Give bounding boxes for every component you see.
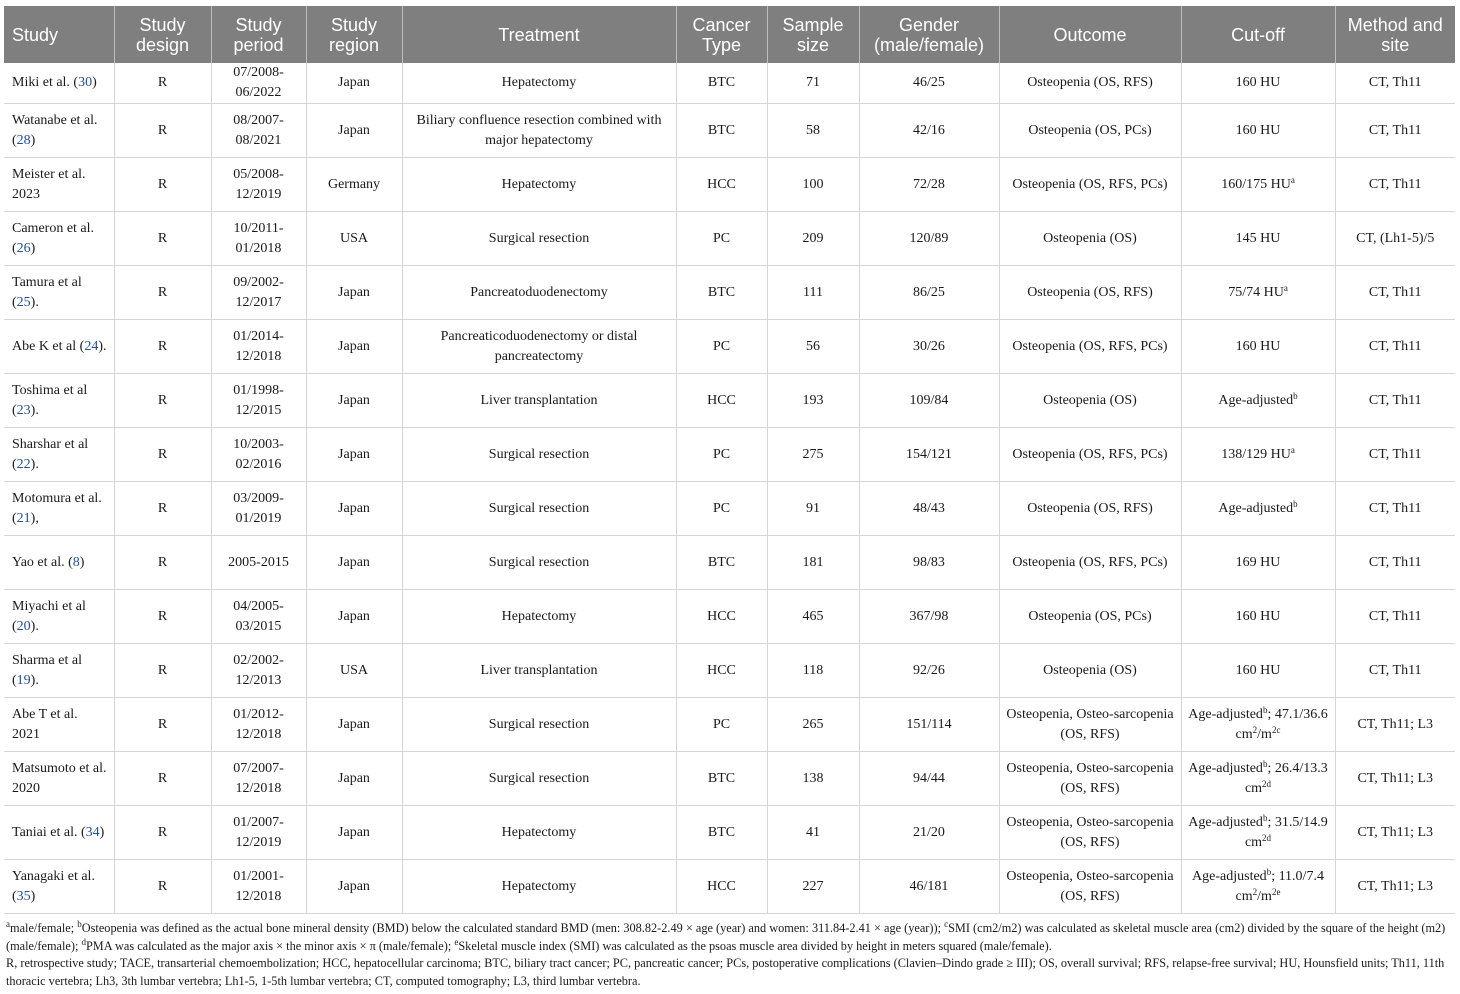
cell-method-site: CT, Th11 (1335, 266, 1455, 320)
study-name-suffix: ) (30, 240, 36, 256)
cell-cut-off (1181, 482, 1335, 536)
text-run: 138/129 HU (1221, 446, 1291, 462)
cell-outcome: Osteopenia (OS) (999, 212, 1181, 266)
cell-method-site: CT, Th11 (1335, 644, 1455, 698)
table-row (4, 644, 1455, 698)
text-run: PMA was calculated as the major axis × the minor axis × π (male/female); (85, 938, 455, 953)
study-name-suffix: ) (79, 554, 85, 570)
cell-study-design: R (114, 590, 211, 644)
cell-study (4, 644, 114, 698)
study-name: Sharshar et al ( (12, 436, 89, 472)
table-row (4, 374, 1455, 428)
superscript: a (1283, 282, 1288, 293)
cell-study-region: Japan (306, 752, 402, 806)
cell-method-site: CT, Th11; L3 (1335, 860, 1455, 914)
study-name: Watanabe et al. ( (12, 112, 98, 148)
cell-outcome: Osteopenia (OS, RFS, PCs) (999, 158, 1181, 212)
table-container (4, 6, 1456, 990)
col-header-sample-size: Sample size (767, 6, 859, 63)
cell-sample-size: 275 (767, 428, 859, 482)
cell-study-design: R (114, 860, 211, 914)
cell-study (4, 266, 114, 320)
table-row (4, 266, 1455, 320)
cell-cancer-type: BTC (676, 104, 767, 158)
table-row (4, 698, 1455, 752)
cell-gender: 72/28 (859, 158, 999, 212)
cell-outcome: Osteopenia, Osteo-sarcopenia (OS, RFS) (999, 698, 1181, 752)
cell-cut-off (1181, 158, 1335, 212)
cell-cancer-type: BTC (676, 752, 767, 806)
cell-study-region: Japan (306, 536, 402, 590)
study-name: Miyachi et al ( (12, 598, 86, 634)
text-run: Age-adjusted (1188, 706, 1263, 722)
study-name-suffix: ). (30, 456, 39, 472)
cell-study (4, 374, 114, 428)
study-name-suffix: ) (30, 132, 36, 148)
cell-study-period: 07/2007-12/2018 (211, 752, 306, 806)
cell-method-site: CT, Th11 (1335, 104, 1455, 158)
text-run: 160 HU (1235, 662, 1281, 678)
cell-outcome: Osteopenia (OS, PCs) (999, 104, 1181, 158)
cell-gender: 86/25 (859, 266, 999, 320)
cell-cut-off (1181, 590, 1335, 644)
cell-outcome: Osteopenia (OS) (999, 374, 1181, 428)
cell-study-region: USA (306, 644, 402, 698)
col-header-cut-off: Cut-off (1181, 6, 1335, 63)
cell-study (4, 63, 114, 104)
cell-cancer-type: HCC (676, 860, 767, 914)
cell-cut-off (1181, 104, 1335, 158)
cell-study-design: R (114, 266, 211, 320)
study-name: Matsumoto et al. 2020 (12, 760, 107, 796)
cell-outcome: Osteopenia (OS, RFS) (999, 482, 1181, 536)
superscript: 2e (1271, 886, 1281, 897)
cell-study (4, 104, 114, 158)
cell-study-design: R (114, 752, 211, 806)
cell-sample-size: 209 (767, 212, 859, 266)
cell-study-region: Japan (306, 320, 402, 374)
cell-outcome: Osteopenia, Osteo-sarcopenia (OS, RFS) (999, 752, 1181, 806)
reference-link[interactable]: 21 (16, 510, 31, 526)
cell-sample-size: 41 (767, 806, 859, 860)
cell-sample-size: 227 (767, 860, 859, 914)
cell-cut-off (1181, 644, 1335, 698)
col-header-study-period: Study period (211, 6, 306, 63)
reference-link[interactable]: 23 (16, 402, 31, 418)
cell-cut-off (1181, 860, 1335, 914)
cell-outcome: Osteopenia (OS, RFS) (999, 63, 1181, 104)
cell-study-design: R (114, 428, 211, 482)
cell-cut-off (1181, 698, 1335, 752)
cell-treatment: Biliary confluence resection combined with major hepatectomy (402, 104, 676, 158)
cell-gender: 94/44 (859, 752, 999, 806)
cell-study-region: Japan (306, 860, 402, 914)
cell-gender: 98/83 (859, 536, 999, 590)
text-run: Age-adjusted (1188, 760, 1263, 776)
cell-cancer-type: BTC (676, 63, 767, 104)
cell-study-region: Germany (306, 158, 402, 212)
study-name: Meister et al. 2023 (12, 166, 86, 202)
cell-method-site: CT, Th11; L3 (1335, 698, 1455, 752)
cell-study-design: R (114, 158, 211, 212)
superscript: b (1262, 704, 1268, 715)
cell-method-site: CT, Th11 (1335, 482, 1455, 536)
table-row (4, 104, 1455, 158)
study-name: Yao et al. ( (12, 554, 73, 570)
cell-study-design: R (114, 536, 211, 590)
cell-treatment: Liver transplantation (402, 374, 676, 428)
cell-sample-size: 465 (767, 590, 859, 644)
cell-sample-size: 118 (767, 644, 859, 698)
cell-study-region: Japan (306, 266, 402, 320)
cell-cancer-type: HCC (676, 644, 767, 698)
table-row (4, 806, 1455, 860)
cell-study-period: 07/2008-06/2022 (211, 63, 306, 104)
cell-sample-size: 71 (767, 63, 859, 104)
cell-gender: 21/20 (859, 806, 999, 860)
col-header-cancer-type: Cancer Type (676, 6, 767, 63)
superscript: 2 (1252, 724, 1258, 735)
cell-method-site: CT, Th11 (1335, 428, 1455, 482)
table-row (4, 212, 1455, 266)
col-header-gender: Gender (male/female) (859, 6, 999, 63)
cell-study (4, 590, 114, 644)
cell-study (4, 212, 114, 266)
reference-link[interactable]: 8 (72, 554, 80, 570)
text-run: ; 47.1/36.6 cm (1235, 706, 1328, 742)
text-run: Age-adjusted (1218, 500, 1294, 516)
cell-treatment: Hepatectomy (402, 806, 676, 860)
cell-study-period: 01/2001-12/2018 (211, 860, 306, 914)
study-name-suffix: ) (92, 75, 97, 90)
study-name-suffix: ) (30, 888, 36, 904)
cell-sample-size: 265 (767, 698, 859, 752)
cell-cancer-type: HCC (676, 158, 767, 212)
cell-cancer-type: BTC (676, 536, 767, 590)
cell-study-design: R (114, 63, 211, 104)
cell-study-design: R (114, 212, 211, 266)
cell-gender: 151/114 (859, 698, 999, 752)
col-header-study: Study (4, 6, 114, 63)
cell-sample-size: 193 (767, 374, 859, 428)
cell-study-period: 04/2005-03/2015 (211, 590, 306, 644)
cell-study (4, 158, 114, 212)
table-row (4, 428, 1455, 482)
cell-sample-size: 58 (767, 104, 859, 158)
reference-link[interactable]: 35 (16, 888, 31, 904)
cell-treatment: Hepatectomy (402, 63, 676, 104)
study-name: Taniai et al. ( (12, 824, 86, 840)
cell-study (4, 536, 114, 590)
reference-link[interactable]: 19 (16, 672, 31, 688)
reference-link[interactable]: 30 (78, 75, 93, 90)
superscript: 2c (1271, 724, 1281, 735)
text-run: Age-adjusted (1192, 868, 1267, 884)
study-name: Motomura et al. ( (12, 490, 102, 526)
cell-study-region: Japan (306, 104, 402, 158)
text-run: male/female; (10, 921, 78, 935)
reference-link[interactable]: 25 (16, 294, 31, 310)
table-row (4, 158, 1455, 212)
cell-method-site: CT, Th11 (1335, 374, 1455, 428)
text-run: Age-adjusted (1218, 392, 1294, 408)
cell-gender: 109/84 (859, 374, 999, 428)
text-run: 160 HU (1235, 338, 1281, 354)
study-name-suffix: ). (30, 294, 39, 310)
col-header-treatment: Treatment (402, 6, 676, 63)
cell-study (4, 860, 114, 914)
cell-treatment: Surgical resection (402, 212, 676, 266)
superscript: 2d (1262, 778, 1272, 789)
col-header-method-site: Method and site (1335, 6, 1455, 63)
cell-treatment: Surgical resection (402, 752, 676, 806)
text-run: 75/74 HU (1228, 284, 1284, 300)
study-name: Abe T et al. 2021 (12, 706, 78, 742)
col-header-study-region: Study region (306, 6, 402, 63)
table-row (4, 752, 1455, 806)
study-name-suffix: ). (30, 402, 39, 418)
cell-outcome: Osteopenia (OS, RFS) (999, 266, 1181, 320)
cell-cancer-type: HCC (676, 590, 767, 644)
superscript: 2d (1262, 832, 1272, 843)
superscript: a (6, 919, 10, 929)
superscript: b (1293, 498, 1298, 509)
cell-study-region: Japan (306, 482, 402, 536)
reference-link[interactable]: 34 (85, 824, 100, 840)
cell-study-period: 01/2012-12/2018 (211, 698, 306, 752)
cell-sample-size: 100 (767, 158, 859, 212)
text-run: /m (1257, 888, 1272, 904)
header-row (4, 6, 1455, 63)
cell-gender: 367/98 (859, 590, 999, 644)
cell-treatment: Pancreatoduodenectomy (402, 266, 676, 320)
superscript: d (81, 936, 86, 947)
reference-link[interactable]: 26 (16, 240, 31, 256)
cell-sample-size: 181 (767, 536, 859, 590)
cell-sample-size: 111 (767, 266, 859, 320)
table-row (4, 63, 1455, 104)
text-run: /m (1257, 726, 1272, 742)
text-run: SMI (cm2/m2) was calculated as skeletal muscle area (cm2) divided by the square of the height (m2) (male/female); (6, 921, 1446, 953)
cell-gender: 92/26 (859, 644, 999, 698)
table-row (4, 482, 1455, 536)
study-name: Miki et al. ( (12, 75, 79, 90)
cell-study (4, 428, 114, 482)
cell-study-design: R (114, 806, 211, 860)
text-run: 160 HU (1235, 75, 1281, 90)
study-name: Tamura et al ( (12, 274, 82, 310)
cell-gender: 120/89 (859, 212, 999, 266)
cell-cut-off (1181, 320, 1335, 374)
cell-study-period: 2005-2015 (211, 536, 306, 590)
cell-study-region: Japan (306, 428, 402, 482)
text-run: Skeletal muscle index (SMI) was calculated as the psoas muscle area divided by height in meters squared (male/female). (458, 938, 1052, 953)
text-run: 160/175 HU (1221, 176, 1291, 192)
cell-study-region: USA (306, 212, 402, 266)
cell-study-period: 09/2002-12/2017 (211, 266, 306, 320)
cell-outcome: Osteopenia (OS, RFS, PCs) (999, 428, 1181, 482)
text-run: ; 26.4/13.3 cm (1244, 760, 1328, 796)
cell-treatment: Surgical resection (402, 536, 676, 590)
superscript: b (1293, 390, 1298, 401)
cell-study-period: 01/2007-12/2019 (211, 806, 306, 860)
cell-gender: 46/181 (859, 860, 999, 914)
cell-treatment: Hepatectomy (402, 860, 676, 914)
table-row (4, 320, 1455, 374)
text-run: 160 HU (1235, 122, 1281, 138)
text-run: ; 11.0/7.4 cm (1235, 868, 1324, 904)
study-name-suffix: ). (98, 338, 107, 354)
text-run: 169 HU (1235, 554, 1281, 570)
cell-method-site: CT, Th11 (1335, 63, 1455, 104)
cell-study-design: R (114, 644, 211, 698)
cell-study-period: 08/2007-08/2021 (211, 104, 306, 158)
cell-study-period: 01/1998-12/2015 (211, 374, 306, 428)
cell-study (4, 482, 114, 536)
superscript: b (1262, 812, 1268, 823)
superscript: c (944, 919, 949, 929)
col-header-study-design: Study design (114, 6, 211, 63)
cell-cut-off (1181, 536, 1335, 590)
cell-method-site: CT, Th11 (1335, 320, 1455, 374)
cell-method-site: CT, Th11; L3 (1335, 752, 1455, 806)
cell-study-design: R (114, 104, 211, 158)
cell-cancer-type: PC (676, 482, 767, 536)
cell-treatment: Pancreaticoduodenectomy or distal pancreatectomy (402, 320, 676, 374)
superscript: a (1290, 174, 1295, 185)
cell-cut-off (1181, 63, 1335, 104)
cell-outcome: Osteopenia, Osteo-sarcopenia (OS, RFS) (999, 806, 1181, 860)
cell-outcome: Osteopenia (OS, PCs) (999, 590, 1181, 644)
cell-treatment: Surgical resection (402, 698, 676, 752)
cell-gender: 30/26 (859, 320, 999, 374)
cell-study-period: 03/2009-01/2019 (211, 482, 306, 536)
cell-cancer-type: BTC (676, 806, 767, 860)
cell-study (4, 320, 114, 374)
superscript: a (1290, 444, 1295, 455)
cell-method-site: CT, (Lh1-5)/5 (1335, 212, 1455, 266)
study-name: Yanagaki et al. ( (12, 868, 95, 904)
cell-study (4, 698, 114, 752)
cell-gender: 42/16 (859, 104, 999, 158)
cell-cut-off (1181, 806, 1335, 860)
table-row (4, 536, 1455, 590)
cell-cancer-type: PC (676, 428, 767, 482)
text-run: Age-adjusted (1188, 814, 1263, 830)
cell-study-period: 01/2014-12/2018 (211, 320, 306, 374)
cell-gender: 48/43 (859, 482, 999, 536)
superscript: b (1266, 866, 1272, 877)
col-header-outcome: Outcome (999, 6, 1181, 63)
table-row (4, 860, 1455, 914)
cell-cut-off (1181, 266, 1335, 320)
cell-cancer-type: HCC (676, 374, 767, 428)
cell-method-site: CT, Th11 (1335, 536, 1455, 590)
text-run: 160 HU (1235, 608, 1281, 624)
abbreviations: R, retrospective study; TACE, transarterial chemoembolization; HCC, hepatocellular carcinoma; BTC, biliary tract cancer; PC, pancreatic cancer; PCs, postoperative complications (Clavien–Dindo grade ≥ III); OS, overall survival; RFS, relapse-free survival; HU, Hounsfield units; Th11, 11th thoracic vertebra; Lh3, 3th lumbar vertebra; Lh1-5, 1-5th lumbar vertebra; CT, computed tomography; L3, third lumbar vertebra. (6, 956, 1445, 988)
superscript: b (1262, 758, 1268, 769)
cell-outcome: Osteopenia (OS) (999, 644, 1181, 698)
cell-treatment: Hepatectomy (402, 158, 676, 212)
cell-sample-size: 138 (767, 752, 859, 806)
reference-link[interactable]: 20 (16, 618, 31, 634)
cell-cancer-type: PC (676, 212, 767, 266)
cell-study-period: 10/2003-02/2016 (211, 428, 306, 482)
study-name-suffix: ) (99, 824, 105, 840)
table-notes (4, 920, 1456, 990)
reference-link[interactable]: 22 (16, 456, 31, 472)
cell-study-design: R (114, 698, 211, 752)
text-run: 145 HU (1235, 230, 1281, 246)
superscript: 2 (1252, 886, 1258, 897)
cell-gender: 154/121 (859, 428, 999, 482)
text-run: Osteopenia was defined as the actual bone mineral density (BMD) below the calculated standard BMD (men: 308.82-2.49 × age (year) and women: 311.84-2.41 × age (year)); (81, 921, 945, 935)
cell-study-period: 10/2011-01/2018 (211, 212, 306, 266)
cell-method-site: CT, Th11 (1335, 590, 1455, 644)
cell-sample-size: 56 (767, 320, 859, 374)
cell-study-period: 05/2008-12/2019 (211, 158, 306, 212)
cell-cut-off (1181, 752, 1335, 806)
footnote (6, 920, 1456, 955)
table-row (4, 590, 1455, 644)
cell-outcome: Osteopenia, Osteo-sarcopenia (OS, RFS) (999, 860, 1181, 914)
cell-study (4, 752, 114, 806)
cell-study-region: Japan (306, 63, 402, 104)
cell-study-period: 02/2002-12/2013 (211, 644, 306, 698)
reference-link[interactable]: 24 (84, 338, 99, 354)
cell-gender: 46/25 (859, 63, 999, 104)
cell-treatment: Liver transplantation (402, 644, 676, 698)
cell-method-site: CT, Th11; L3 (1335, 806, 1455, 860)
cell-outcome: Osteopenia (OS, RFS, PCs) (999, 320, 1181, 374)
study-name: Toshima et al ( (12, 382, 88, 418)
study-name: Cameron et al. ( (12, 220, 95, 256)
cell-cut-off (1181, 212, 1335, 266)
cell-cancer-type: PC (676, 698, 767, 752)
cell-study-design: R (114, 374, 211, 428)
cell-study-design: R (114, 320, 211, 374)
text-run: ; 31.5/14.9 cm (1244, 814, 1328, 850)
cell-study-region: Japan (306, 590, 402, 644)
study-name-suffix: ). (30, 618, 39, 634)
cell-study-region: Japan (306, 698, 402, 752)
study-name: Abe K et al ( (12, 338, 85, 354)
cell-study-design: R (114, 482, 211, 536)
cell-study-region: Japan (306, 374, 402, 428)
cell-cut-off (1181, 428, 1335, 482)
cell-outcome: Osteopenia (OS, RFS, PCs) (999, 536, 1181, 590)
cell-cut-off (1181, 374, 1335, 428)
studies-table (4, 6, 1455, 914)
table-body (4, 63, 1455, 914)
cell-method-site: CT, Th11 (1335, 158, 1455, 212)
cell-cancer-type: BTC (676, 266, 767, 320)
study-name-suffix: ), (30, 510, 39, 526)
cell-sample-size: 91 (767, 482, 859, 536)
cell-study-region: Japan (306, 806, 402, 860)
cell-treatment: Surgical resection (402, 482, 676, 536)
study-name-suffix: ). (30, 672, 39, 688)
superscript: e (454, 936, 459, 947)
reference-link[interactable]: 28 (16, 132, 31, 148)
cell-treatment: Hepatectomy (402, 590, 676, 644)
study-name: Sharma et al ( (12, 652, 82, 688)
cell-study (4, 806, 114, 860)
superscript: b (77, 919, 82, 929)
cell-cancer-type: PC (676, 320, 767, 374)
cell-treatment: Surgical resection (402, 428, 676, 482)
